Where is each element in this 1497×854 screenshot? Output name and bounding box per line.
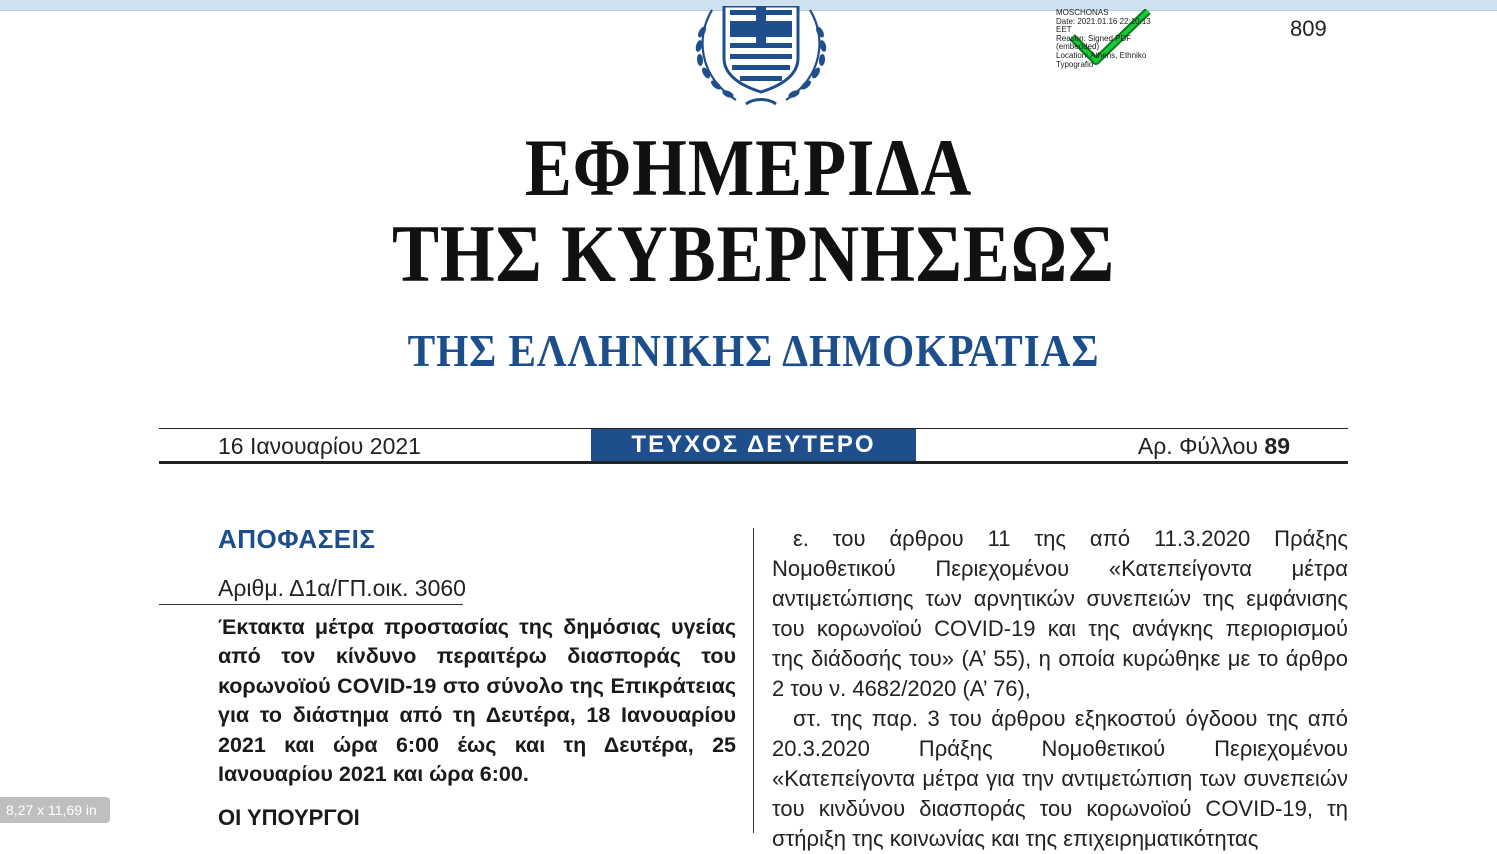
- decision-title: Έκτακτα μέτρα προστασίας της δημόσιας υγείας από τον κίνδυνο περαιτέρω διασποράς του κορωνοϊού COVID-19 στο σύνολο της Επικράτειας για το διάστημα από τη Δευτέρα, 18 Ιανουαρίου 2021 και ώρα 6:00 έως και τη Δευτέρα, 25 Ιανουαρίου 2021 και ώρα 6:00.: [218, 615, 736, 787]
- sheet-number: Αρ. Φύλλου 89: [1137, 433, 1290, 459]
- digital-signature-stamp: [1056, 9, 1176, 71]
- page-number: 809: [1290, 16, 1327, 41]
- issue-band-bottom-rule: [159, 461, 1348, 464]
- signature-details: MOSCHONAS Date: 2021.01.16 22:10:13 EET Reason: Signed PDF (embedded) Location: Athens, Ethniko Typografio: [1056, 8, 1151, 69]
- paragraph: στ. της παρ. 3 του άρθρου εξηκοστού όγδοου της από 20.3.2020 Πράξης Νομοθετικού Περιεχομένου «Κατεπείγοντα μέτρα για την αντιμετώπιση των συνεπειών του κινδύνου διασποράς του κορωνοϊού COVID-19, τη στήριξη της κοινωνίας και της επιχειρηματικότητας: [772, 706, 1348, 851]
- paragraph: ε. του άρθρου 11 της από 11.3.2020 Πράξης Νομοθετικού Περιεχομένου «Κατεπείγοντα μέτρα αντιμετώπισης των αρνητικών συνεπειών της εμφάνισης του κορωνοϊού COVID-19 και της ανάγκης περιορισμού της διάδοσής του» (Α’ 55), η οποία κυρώθηκε με το άρθρο 2 του ν. 4682/2020 (Α’ 76),: [772, 526, 1348, 701]
- issue-date: 16 Ιανουαρίου 2021: [218, 433, 421, 459]
- decision-number: Αριθμ. Δ1α/ΓΠ.οικ. 3060: [218, 575, 466, 601]
- section-heading: ΑΠΟΦΑΣΕΙΣ: [218, 524, 376, 554]
- right-column-text: [772, 524, 1348, 854]
- ministers-heading: ΟΙ ΥΠΟΥΡΓΟΙ: [218, 805, 360, 830]
- masthead-title-line2: ΤΗΣ ΚΥΒΕΡΝΗΣΕΩΣ: [392, 208, 1115, 299]
- decision-number-rule: [159, 604, 463, 605]
- greek-coat-of-arms-emblem: [684, 6, 838, 110]
- page-size-badge: 8,27 x 11,69 in: [0, 797, 110, 823]
- column-divider: [753, 528, 754, 833]
- issue-series-label: ΤΕΥΧΟΣ ΔΕΥΤΕΡΟ: [591, 429, 916, 461]
- masthead-subtitle: ΤΗΣ ΕΛΛΗΝΙΚΗΣ ΔΗΜΟΚΡΑΤΙΑΣ: [407, 325, 1100, 376]
- masthead-title-line1: ΕΦΗΜΕΡΙΔΑ: [524, 122, 973, 213]
